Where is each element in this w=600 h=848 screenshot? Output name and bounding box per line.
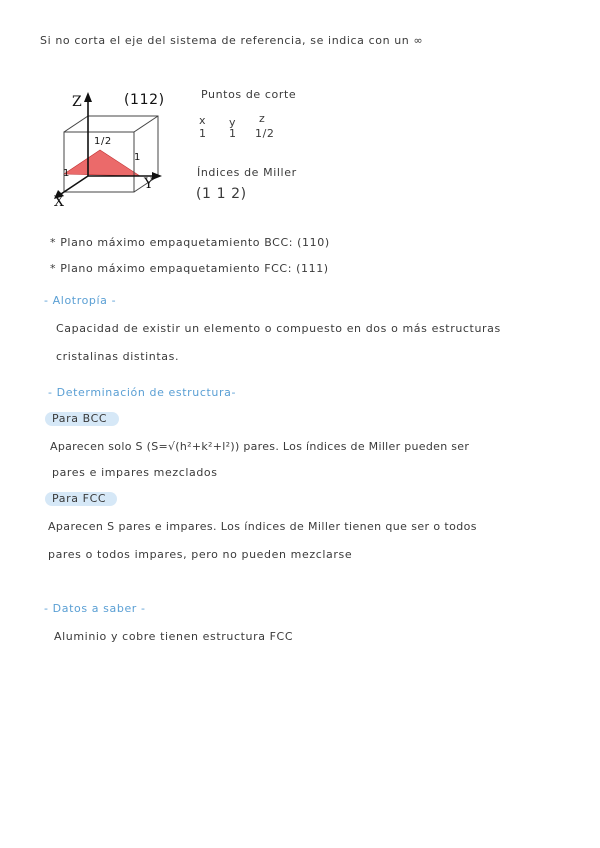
half-mark: 1/2: [94, 136, 112, 147]
alotropia-line-1: Capacidad de existir un elemento o compuesto en dos o más estructuras: [56, 322, 501, 335]
bullet-fcc: * Plano máximo empaquetamiento FCC: (111): [50, 262, 329, 275]
bcc-line-2: pares e impares mezclados: [52, 466, 218, 479]
axis-z-label: Z: [72, 94, 83, 110]
datos-heading: - Datos a saber -: [44, 602, 146, 615]
alotropia-heading: - Alotropía -: [44, 294, 117, 307]
fcc-line-2: pares o todos impares, pero no pueden mezclarse: [48, 548, 353, 561]
plane-label: (112): [124, 92, 165, 108]
miller-plane-triangle: [64, 150, 140, 176]
alotropia-line-2: cristalinas distintas.: [56, 350, 180, 363]
datos-line-1: Aluminio y cobre tienen estructura FCC: [54, 630, 294, 643]
one-mark-right: 1: [134, 152, 141, 163]
cut-axis-y: y: [229, 116, 237, 129]
fcc-tag: Para FCC: [52, 492, 107, 505]
cut-value-z: 1/2: [255, 127, 275, 140]
bcc-tag: Para BCC: [52, 412, 108, 425]
cut-value-y: 1: [229, 127, 237, 140]
miller-value: (1 1 2): [196, 186, 247, 202]
cut-axis-z: z: [259, 112, 266, 125]
miller-heading: Índices de Miller: [197, 166, 297, 179]
one-mark-left: 1: [63, 168, 70, 179]
estructura-heading: - Determinación de estructura-: [48, 386, 237, 399]
cut-value-x: 1: [199, 127, 207, 140]
intro-text: Si no corta el eje del sistema de referencia, se indica con un ∞: [40, 34, 424, 47]
axis-x-label: X: [54, 194, 65, 210]
bullet-bcc: * Plano máximo empaquetamiento BCC: (110): [50, 236, 330, 249]
cut-heading: Puntos de corte: [201, 88, 297, 101]
axis-y-label: Y: [144, 176, 154, 192]
fcc-line-1: Aparecen S pares e impares. Los índices de Miller tienen que ser o todos: [48, 520, 477, 533]
bcc-line-1: Aparecen solo S (S=√(h²+k²+l²)) pares. Los índices de Miller pueden ser: [50, 440, 470, 453]
cut-axis-x: x: [199, 114, 207, 127]
